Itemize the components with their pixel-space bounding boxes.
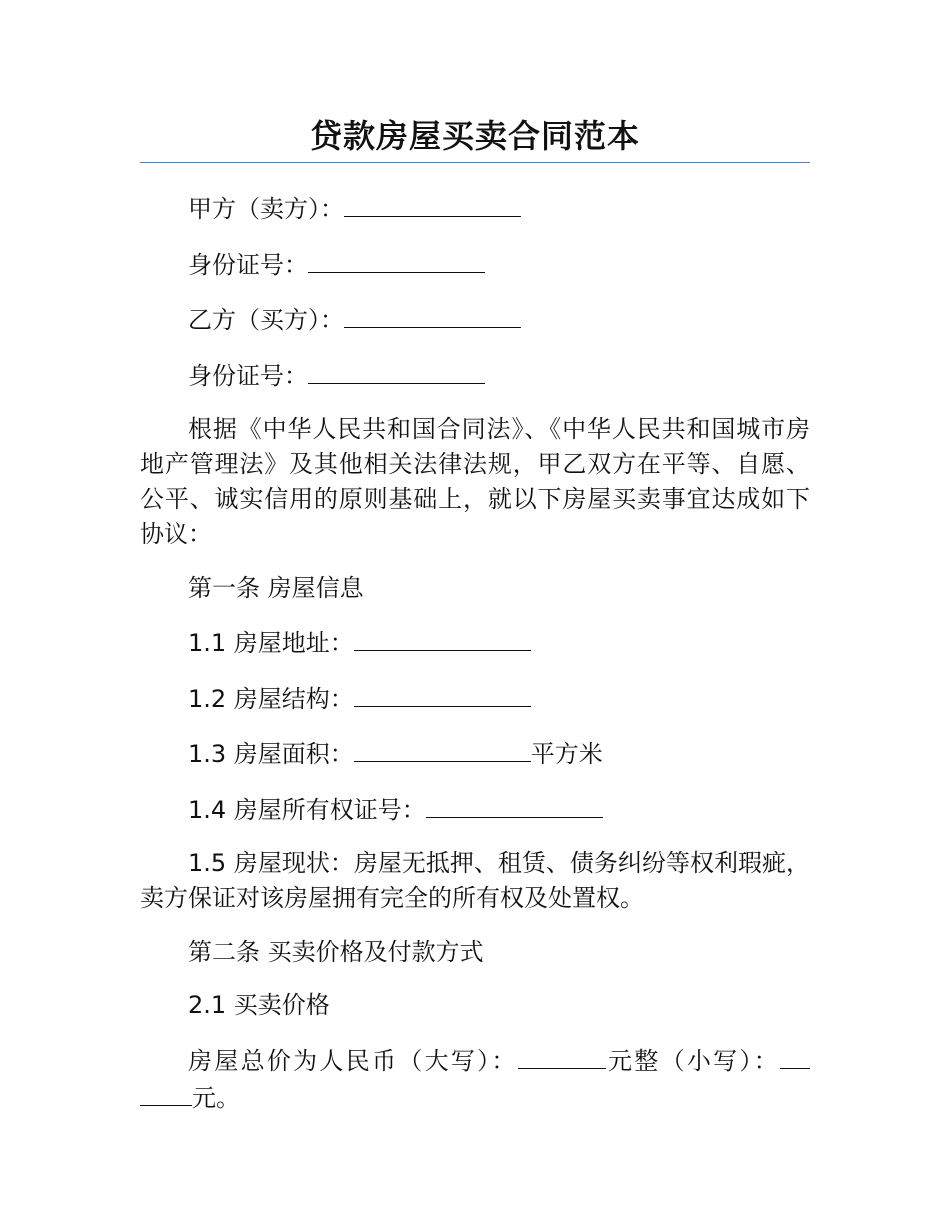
party-b-blank[interactable] bbox=[344, 301, 521, 328]
price-suffix: 元。 bbox=[192, 1083, 240, 1112]
document-title: 贷款房屋买卖合同范本 bbox=[309, 117, 640, 155]
document-body bbox=[140, 190, 810, 1134]
item-2-1-heading: 2.1 买卖价格 bbox=[188, 991, 330, 1019]
house-area-unit: 平方米 bbox=[530, 740, 603, 768]
party-a-id-label: 身份证号： bbox=[188, 250, 308, 279]
price-lowercase-blank-a[interactable] bbox=[780, 1042, 810, 1069]
price-lowercase-blank-b[interactable] bbox=[140, 1079, 192, 1106]
party-a-line bbox=[140, 190, 810, 227]
item-1-4-line bbox=[140, 791, 810, 828]
article-2-heading: 第二条 买卖价格及付款方式 bbox=[188, 937, 484, 966]
ownership-cert-blank[interactable] bbox=[426, 791, 603, 818]
price-middle: 元整（小写）： bbox=[605, 1046, 781, 1075]
item-1-1-line bbox=[140, 624, 810, 661]
party-a-label: 甲方（卖方）： bbox=[188, 195, 344, 223]
house-area-label: 1.3 房屋面积： bbox=[188, 740, 354, 768]
ownership-cert-label: 1.4 房屋所有权证号： bbox=[188, 795, 426, 824]
party-b-id-line bbox=[140, 357, 810, 394]
document-page bbox=[140, 0, 810, 163]
house-area-blank[interactable] bbox=[354, 735, 531, 762]
price-prefix: 房屋总价为人民币（大写）： bbox=[188, 1046, 518, 1075]
article-1-heading: 第一条 房屋信息 bbox=[188, 573, 364, 602]
house-structure-label: 1.2 房屋结构： bbox=[188, 684, 354, 713]
price-paragraph bbox=[140, 1042, 810, 1116]
party-b-id-blank[interactable] bbox=[308, 357, 485, 384]
item-1-5-paragraph: 1.5 房屋现状：房屋无抵押、租赁、债务纠纷等权利瑕疵，卖方保证对该房屋拥有完全的所有权及处置权。 bbox=[140, 849, 810, 912]
house-address-label: 1.1 房屋地址： bbox=[188, 629, 354, 657]
party-a-id-blank[interactable] bbox=[308, 246, 485, 273]
party-b-label: 乙方（买方）： bbox=[188, 306, 344, 334]
party-b-line bbox=[140, 301, 810, 338]
party-a-id-line bbox=[140, 246, 810, 283]
item-1-2-line bbox=[140, 680, 810, 717]
price-uppercase-blank[interactable] bbox=[518, 1042, 606, 1069]
party-b-id-label: 身份证号： bbox=[188, 361, 308, 390]
house-structure-blank[interactable] bbox=[354, 680, 531, 707]
item-1-3-line bbox=[140, 735, 810, 772]
title-divider bbox=[140, 162, 810, 163]
house-address-blank[interactable] bbox=[354, 624, 531, 651]
party-a-blank[interactable] bbox=[344, 190, 521, 217]
preamble-paragraph: 根据《中华人民共和国合同法》、《中华人民共和国城市房地产管理法》及其他相关法律法规，甲乙双方在平等、自愿、公平、诚实信用的原则基础上，就以下房屋买卖事宜达成如下协议： bbox=[140, 415, 810, 548]
